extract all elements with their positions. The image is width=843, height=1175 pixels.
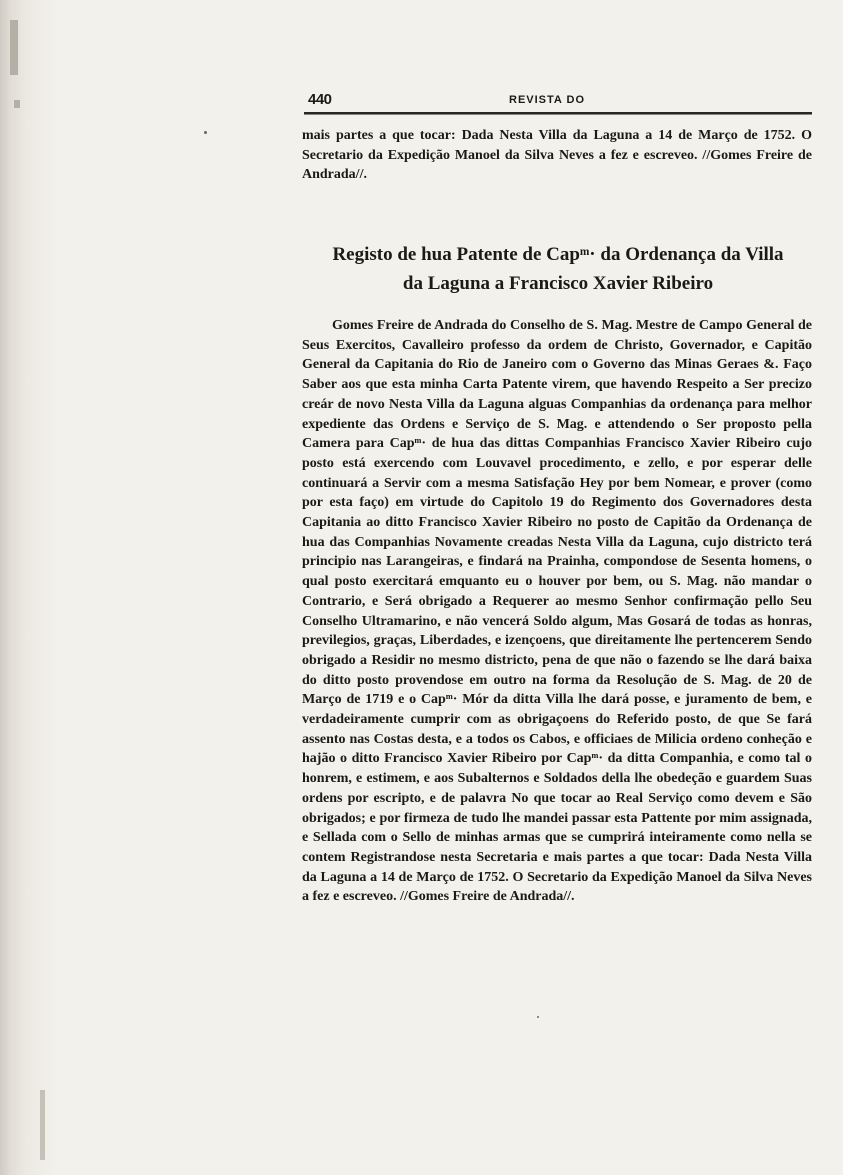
- page-number: 440: [308, 91, 332, 108]
- binding-mark: [40, 1090, 45, 1160]
- page-binding-edge: [0, 0, 58, 1175]
- binding-mark: [14, 100, 20, 108]
- section-title: [300, 240, 816, 298]
- section-title-line-1: Registo de hua Patente de Capᵐ· da Ordenança da Villa: [332, 244, 784, 265]
- binding-mark: [10, 20, 18, 75]
- section-title-line-2: da Laguna a Francisco Xavier Ribeiro: [402, 273, 714, 294]
- intro-paragraph: mais partes a que tocar: Dada Nesta Villa da Laguna a 14 de Março de 1752. O Secretario da Expedição Manoel da Silva Neves a fez e escreveo. //Gomes Freire de Andrada//.: [302, 128, 812, 183]
- header-rule: [304, 112, 812, 115]
- journal-title: REVISTA DO: [509, 94, 586, 106]
- body-paragraph: Gomes Freire de Andrada do Conselho de S. Mag. Mestre de Campo General de Seus Exercitos, Cavalleiro professo da ordem de Christo, Governador, e Capitão General da Capitania do Rio de Janeiro com o Governo das Minas Geraes &. Faço Saber aos que esta minha Carta Patente virem, que havendo Respeito a Ser precizo creár de novo Nesta Villa da Laguna alguas Companhias da ordenança para melhor expediente das Ordens e Serviço de S. Mag. e attendendo o Ser proposto pella Camera para Capᵐ· de hua das dittas Companhias Francisco Xavier Ribeiro cujo posto está exercendo com Louvavel procedimento, e zello, e por esperar delle continuará a Servir com a mesma Satisfação Hey por bem Nomear, e prover (como por esta faço) em virtude do Capitolo 19 do Regimento dos Governadores desta Capitania ao ditto Francisco Xavier Ribeiro no posto de Capitão da Ordenança de hua das Companhias Novamente creadas Nesta Villa da Laguna, cujo districto terá principio nas Larangeiras, e findará na Prainha, compondose de Sesenta homens, o qual posto exercitará emquanto eu o houver por bem, ou S. Mag. não mandar o Contrario, e Será obrigado a Requerer ao mesmo Senhor confirmação pello Seu Conselho Ultramarino, e não vencerá Soldo algum, Mas Gosará de todas as honras, previlegios, graças, Liberdades, e izençoens, que direitamente lhe pertencerem Sendo obrigado a Residir no mesmo districto, pena de que não o fazendo se lhe dará baixa do ditto posto provendose em outro na forma da Resolução de S. Mag. de 20 de Março de 1719 e o Capᵐ· Mór da ditta Villa lhe dará posse, e juramento de bem, e verdadeiramente cumprir com as obrigaçoens do Referido posto, de que Se fará assento nas Costas desta, e a todos os Cabos, e officiaes de Milicia ordeno conheção e hajão o ditto Francisco Xavier Ribeiro por Capᵐ· da ditta Companhia, e como tal o honrem, e estimem, e aos Subalternos e Soldados della lhe obedeção e guardem Suas ordens por escripto, e de palavra No que tocar ao Real Serviço como devem e São obrigados; e por firmeza de tudo lhe mandei passar esta Pattente por mim assignada, e Sellada com o Sello de minhas armas que se cumprirá inteiramente como nella se contem Registrandose nesta Secretaria e mais partes a que tocar: Dada Nesta Villa da Laguna a 14 de Março de 1752. O Secretario da Expedição Manoel da Silva Neves a fez e escreveo. //Gomes Freire de Andrada//.: [302, 318, 812, 905]
- running-head: [300, 91, 812, 109]
- print-speck: [537, 1016, 539, 1018]
- print-speck: [204, 131, 207, 134]
